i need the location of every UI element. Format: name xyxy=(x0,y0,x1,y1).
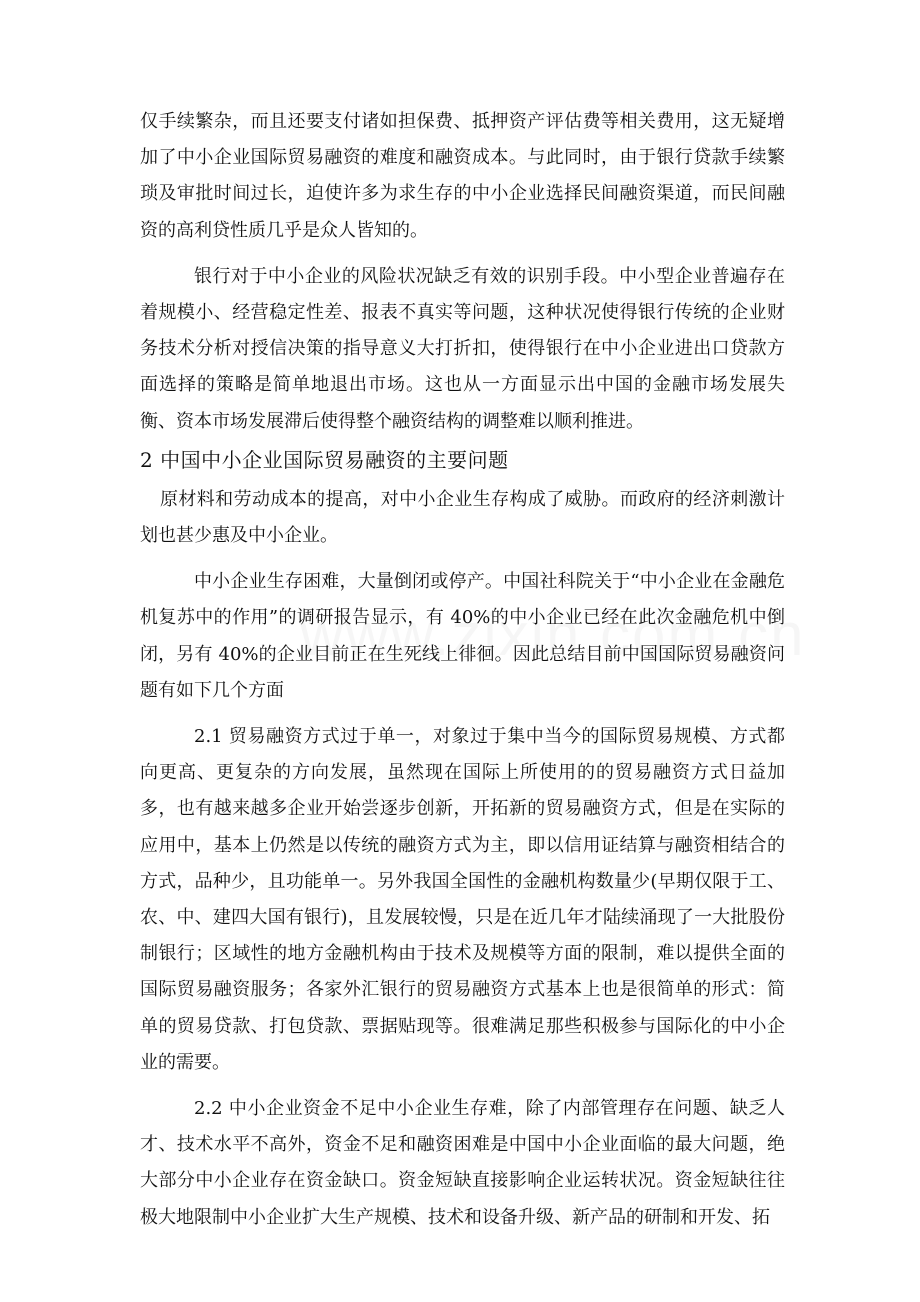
section-heading: 2 中国中小企业国际贸易融资的主要问题 xyxy=(140,447,509,472)
paragraph-2-2: 2.2 中小企业资金不足中小企业生存难，除了内部管理存在问题、缺乏人才、技术水平不高外，资金不足和融资困难是中国中小企业面临的最大问题，绝大部分中小企业存在资金缺口。资金短缺直接影响企业运转状况。资金短缺往往极大地限制中小企业扩大生产规模、技术和设备升级、新产品的研制和开发、拓 xyxy=(140,1098,785,1228)
paragraph-continuation: 仅手续繁杂，而且还要支付诸如担保费、抵押资产评估费等相关费用，这无疑增加了中小企业国际贸易融资的难度和融资成本。与此同时，由于银行贷款手续繁琐及审批时间过长，迫使许多为求生存的中小企业选择民间融资渠道，而民间融资的高利贷性质几乎是众人皆知的。 xyxy=(140,111,785,241)
paragraph-survival: 中小企业生存困难，大量倒闭或停产。中国社科院关于“中小企业在金融危机复苏中的作用”的调研报告显示，有 40%的中小企业已经在此次金融危机中倒闭，另有 40%的企业目前正在生死线上徘徊。因此总结目前中国国际贸易融资问题有如下几个方面 xyxy=(140,571,785,701)
paragraph-bank-risk: 银行对于中小企业的风险状况缺乏有效的识别手段。中小型企业普遍存在着规模小、经营稳定性差、报表不真实等问题，这种状况使得银行传统的企业财务技术分析对授信决策的指导意义大打折扣，使得银行在中小企业进出口贷款方面选择的策略是简单地退出市场。这也从一方面显示出中国的金融市场发展失衡、资本市场发展滞后使得整个融资结构的调整难以顺利推进。 xyxy=(140,265,785,432)
paragraph-costs: 原材料和劳动成本的提高，对中小企业生存构成了威胁。而政府的经济刺激计划也甚少惠及中小企业。 xyxy=(140,488,785,547)
paragraph-2-1: 2.1 贸易融资方式过于单一，对象过于集中当今的国际贸易规模、方式都向更高、更复杂的方向发展，虽然现在国际上所使用的的贸易融资方式日益加多，也有越来越多企业开始尝逐步创新，开拓新的贸易融资方式，但是在实际的应用中，基本上仍然是以传统的融资方式为主，即以信用证结算与融资相结合的方式，品种少，且功能单一。另外我国全国性的金融机构数量少(早期仅限于工、农、中、建四大国有银行)，且发展较慢，只是在近几年才陆续涌现了一大批股份制银行；区域性的地方金融机构由于技术及规模等方面的限制，难以提供全面的国际贸易融资服务；各家外汇银行的贸易融资方式基本上也是很简单的形式：简单的贸易贷款、打包贷款、票据贴现等。很难满足那些积极参与国际化的中小企业的需要。 xyxy=(140,726,785,1073)
document-body xyxy=(140,104,785,1236)
